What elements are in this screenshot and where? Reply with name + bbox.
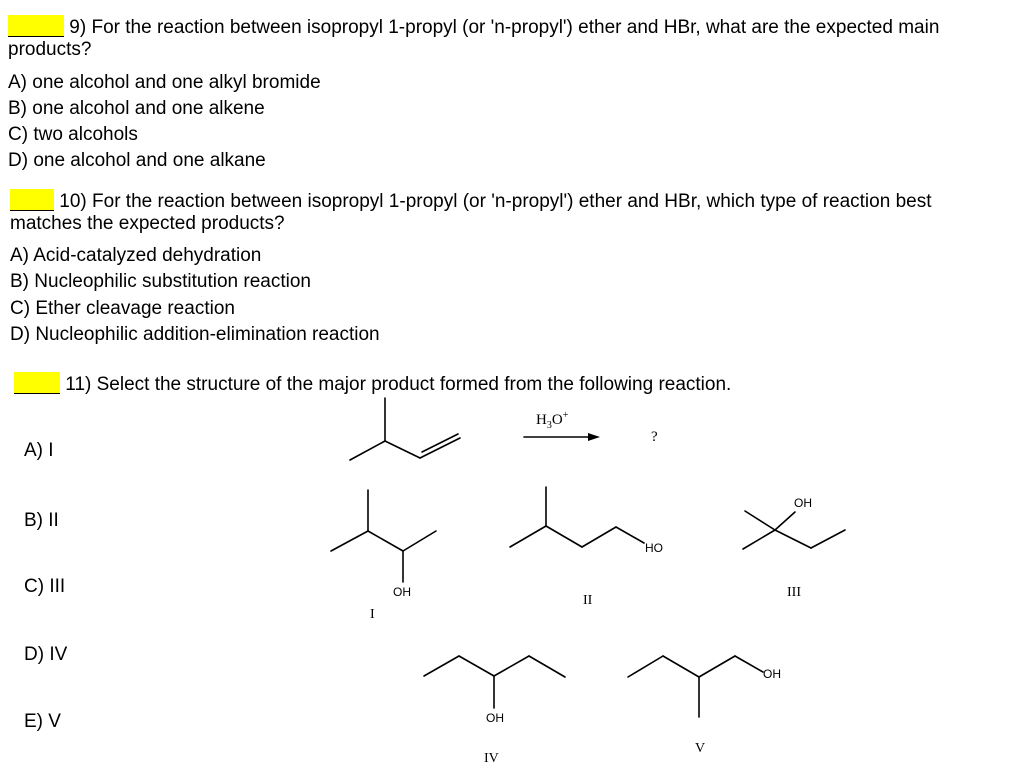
q10-text-line2: matches the expected products? bbox=[10, 213, 285, 234]
answer-c: C) III bbox=[24, 576, 66, 597]
structure-ii bbox=[510, 487, 644, 547]
q10-option-b: B) Nucleophilic substitution reaction bbox=[10, 271, 311, 292]
label-iii: III bbox=[787, 585, 801, 600]
q10-text: For the reaction between isopropyl 1-propyl (or 'n-propyl') ether and HBr, which type of reaction best bbox=[92, 191, 932, 212]
label-v: V bbox=[695, 741, 706, 756]
structure-i bbox=[331, 490, 436, 582]
q9-option-a: A) one alcohol and one alkyl bromide bbox=[8, 72, 321, 93]
label-ii: II bbox=[583, 593, 593, 608]
label-iv: IV bbox=[484, 751, 499, 766]
structure-iv bbox=[424, 656, 565, 708]
q11-number: 11) bbox=[65, 374, 92, 395]
q9-text: For the reaction between isopropyl 1-propyl (or 'n-propyl') ether and HBr, what are the expected main bbox=[91, 17, 940, 38]
structure-v bbox=[628, 656, 763, 717]
q9-number: 9) bbox=[69, 17, 87, 38]
oh-label-iii: OH bbox=[794, 496, 812, 510]
reaction-arrow bbox=[524, 433, 600, 441]
reagent-label: $H_3O^+$ bbox=[536, 410, 569, 431]
answer-b: B) II bbox=[24, 510, 59, 531]
answer-a: A) I bbox=[24, 440, 54, 461]
ho-label-ii: HO bbox=[645, 541, 663, 555]
q10-option-a: A) Acid-catalyzed dehydration bbox=[10, 245, 262, 266]
oh-label-iv: OH bbox=[486, 711, 504, 725]
q10-number: 10) bbox=[59, 191, 87, 212]
unknown-product: ? bbox=[651, 429, 658, 445]
q10-option-d: D) Nucleophilic addition-elimination reaction bbox=[10, 324, 380, 345]
oh-label-i: OH bbox=[393, 585, 411, 599]
q10-option-c: C) Ether cleavage reaction bbox=[10, 298, 235, 319]
label-i: I bbox=[370, 607, 375, 622]
q9-option-c: C) two alcohols bbox=[8, 124, 138, 145]
q9-option-b: B) one alcohol and one alkene bbox=[8, 98, 265, 119]
oh-label-v: OH bbox=[763, 667, 781, 681]
answer-d: D) IV bbox=[24, 644, 68, 665]
answer-e: E) V bbox=[24, 711, 61, 732]
q11-text: Select the structure of the major product formed from the following reaction. bbox=[96, 374, 732, 395]
reactant-structure bbox=[350, 398, 460, 460]
structure-iii bbox=[743, 511, 845, 549]
q9-option-d: D) one alcohol and one alkane bbox=[8, 150, 266, 171]
q9-text-line2: products? bbox=[8, 39, 92, 60]
